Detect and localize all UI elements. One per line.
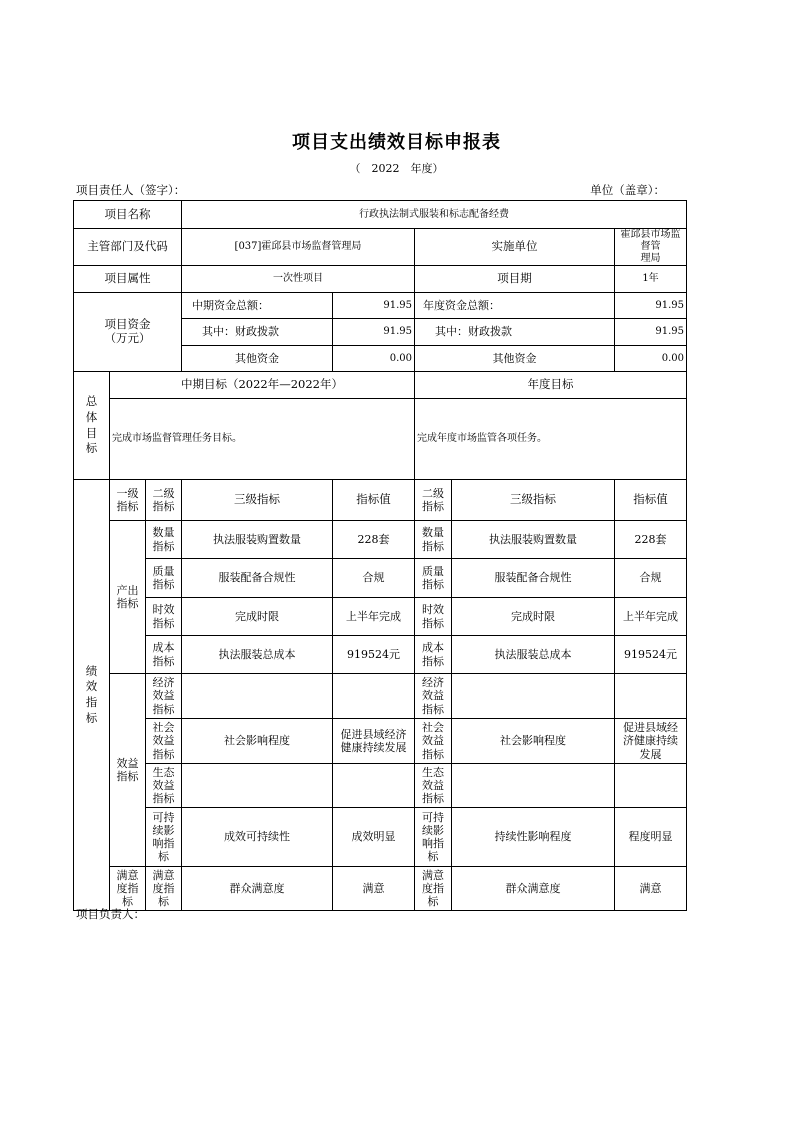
table-row-value: 合规 (333, 559, 415, 598)
table-row-l3-annual (452, 764, 615, 808)
table-row-l2: 经济 效益 指标 (146, 674, 182, 719)
table-row-l3: 服装配备合规性 (182, 559, 333, 598)
responsible-person-label: 项目负责人： (76, 907, 145, 921)
table-row-l2: 成本 指标 (146, 636, 182, 674)
impl-unit-value: 霍邱县市场监督管 理局 (615, 229, 687, 266)
table-row-l3-annual: 群众满意度 (452, 867, 615, 911)
table-row-l2-annual: 数量 指标 (415, 521, 452, 559)
table-row-l2-annual: 满意 度指 标 (415, 867, 452, 911)
table-row-value-annual: 228套 (615, 521, 687, 559)
signer-label: 项目责任人（签字）： (76, 183, 186, 197)
table-row-l2-annual: 可持 续影 响指 标 (415, 808, 452, 867)
dept-label: 主管部门及代码 (74, 229, 182, 266)
period-label: 项目期 (415, 266, 615, 293)
table-row-l3-annual: 服装配备合规性 (452, 559, 615, 598)
other-funds-label-annual: 其他资金 (415, 346, 615, 372)
table-row-value: 上半年完成 (333, 598, 415, 636)
table-row-value: 919524元 (333, 636, 415, 674)
mid-total-label: 中期资金总额： (182, 293, 333, 319)
table-row-value-annual (615, 674, 687, 719)
table-row-value-annual (615, 764, 687, 808)
table-row-l2-annual: 经济 效益 指标 (415, 674, 452, 719)
table-row-l2: 社会 效益 指标 (146, 719, 182, 764)
project-name-label: 项目名称 (74, 201, 182, 229)
table-row-l3: 完成时限 (182, 598, 333, 636)
table-row-l3: 执法服装购置数量 (182, 521, 333, 559)
mid-goal-header: 中期目标（2022年—2022年） (110, 372, 415, 399)
table-row-l3: 群众满意度 (182, 867, 333, 911)
table-row-value: 228套 (333, 521, 415, 559)
performance-indicator-label: 绩 效 指 标 (74, 480, 110, 911)
attr-label: 项目属性 (74, 266, 182, 293)
value-header: 指标值 (333, 480, 415, 521)
annual-fiscal-label: 其中：财政拨款 (415, 319, 615, 346)
table-row-l2: 质量 指标 (146, 559, 182, 598)
table-row-l2: 时效 指标 (146, 598, 182, 636)
other-funds-value: 0.00 (333, 346, 415, 372)
table-row-value-annual: 上半年完成 (615, 598, 687, 636)
table-row-l2: 数量 指标 (146, 521, 182, 559)
table-row-value (333, 674, 415, 719)
mid-goal-text: 完成市场监督管理任务目标。 (110, 399, 415, 480)
table-row-l3 (182, 764, 333, 808)
table-row-l2: 满意 度指 标 (146, 867, 182, 911)
table-row-l3: 执法服装总成本 (182, 636, 333, 674)
table-row-value-annual: 919524元 (615, 636, 687, 674)
table-row-l2: 生态 效益 指标 (146, 764, 182, 808)
table-row-value: 满意 (333, 867, 415, 911)
annual-goal-text: 完成年度市场监管各项任务。 (415, 399, 687, 480)
table-row-l2-annual: 时效 指标 (415, 598, 452, 636)
project-name-value: 行政执法制式服装和标志配备经费 (182, 201, 687, 229)
table-row-value: 促进县域经济 健康持续发展 (333, 719, 415, 764)
table-row-value-annual: 合规 (615, 559, 687, 598)
output-indicator-label: 产出 指标 (110, 521, 146, 674)
table-row-l3-annual: 完成时限 (452, 598, 615, 636)
funds-label: 项目资金 （万元） (74, 293, 182, 372)
table-row-l3-annual: 执法服装总成本 (452, 636, 615, 674)
table-row-l3: 社会影响程度 (182, 719, 333, 764)
period-value: 1年 (615, 266, 687, 293)
year-line: （ 2022 年度） (349, 162, 444, 175)
table-row-l3-annual: 社会影响程度 (452, 719, 615, 764)
table-row-value (333, 764, 415, 808)
annual-total-value: 91.95 (615, 293, 687, 319)
dept-value: [037]霍邱县市场监督管理局 (182, 229, 415, 266)
satisfaction-indicator-label: 满意 度指 标 (110, 867, 146, 911)
value-header-annual: 指标值 (615, 480, 687, 521)
table-row-value: 成效明显 (333, 808, 415, 867)
benefit-indicator-label: 效益 指标 (110, 674, 146, 867)
table-row-l3-annual: 持续性影响程度 (452, 808, 615, 867)
mid-total-value: 91.95 (333, 293, 415, 319)
form-title: 项目支出绩效目标申报表 (292, 132, 501, 153)
table-row-l3-annual (452, 674, 615, 719)
other-funds-value-annual: 0.00 (615, 346, 687, 372)
table-row-l3 (182, 674, 333, 719)
unit-seal-label: 单位（盖章）： (590, 183, 665, 197)
table-row-l2: 可持 续影 响指 标 (146, 808, 182, 867)
overall-goal-label: 总 体 目 标 (74, 372, 110, 480)
table-row-l2-annual: 成本 指标 (415, 636, 452, 674)
level3-header: 三级指标 (182, 480, 333, 521)
level3-header-annual: 三级指标 (452, 480, 615, 521)
mid-fiscal-label: 其中：财政拨款 (182, 319, 333, 346)
table-row-l3-annual: 执法服装购置数量 (452, 521, 615, 559)
attr-value: 一次性项目 (182, 266, 415, 293)
table-row-value-annual: 促进县域经 济健康持续 发展 (615, 719, 687, 764)
table-row-value-annual: 程度明显 (615, 808, 687, 867)
impl-unit-label: 实施单位 (415, 229, 615, 266)
table-row-l2-annual: 社会 效益 指标 (415, 719, 452, 764)
other-funds-label: 其他资金 (182, 346, 333, 372)
mid-fiscal-value: 91.95 (333, 319, 415, 346)
performance-target-table (73, 200, 687, 911)
annual-fiscal-value: 91.95 (615, 319, 687, 346)
table-row-l2-annual: 生态 效益 指标 (415, 764, 452, 808)
annual-goal-header: 年度目标 (415, 372, 687, 399)
annual-total-label: 年度资金总额： (415, 293, 615, 319)
table-row-l3: 成效可持续性 (182, 808, 333, 867)
level1-header: 一级 指标 (110, 480, 146, 521)
table-row-l2-annual: 质量 指标 (415, 559, 452, 598)
table-row-value-annual: 满意 (615, 867, 687, 911)
level2-header-annual: 二级 指标 (415, 480, 452, 521)
level2-header: 二级 指标 (146, 480, 182, 521)
